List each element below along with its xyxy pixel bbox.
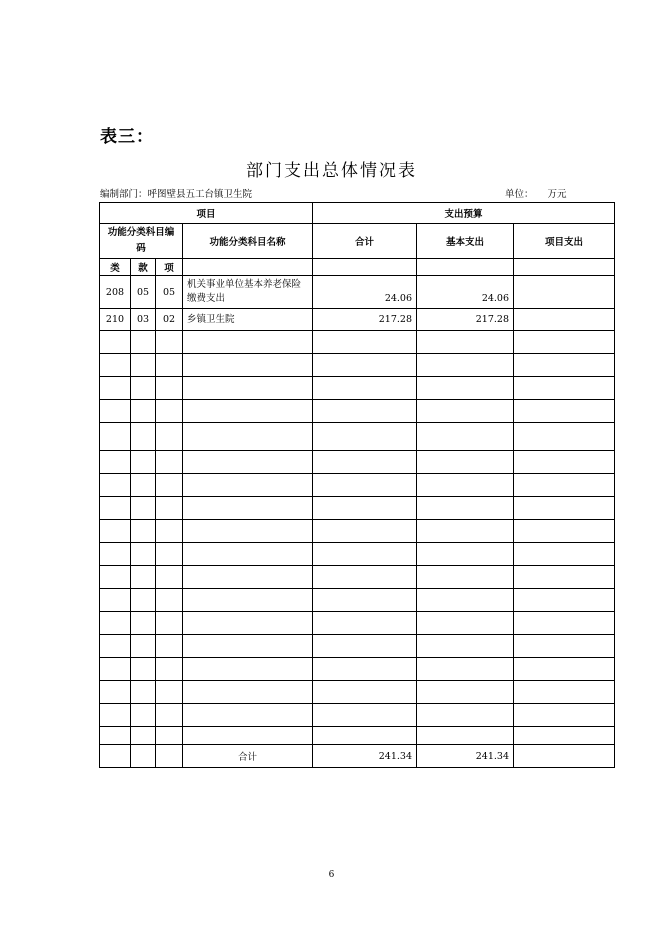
table-row — [100, 309, 615, 331]
empty-row — [100, 331, 615, 354]
empty-row — [100, 635, 615, 658]
row-lei: 210 — [100, 309, 131, 331]
empty-row — [100, 451, 615, 474]
header-xiang: 项 — [156, 259, 183, 276]
department-label: 编制部门：呼图壁县五工台镇卫生院 — [100, 189, 253, 200]
document-label: 表三： — [100, 127, 154, 147]
empty-row — [100, 354, 615, 377]
row-lei: 208 — [100, 276, 131, 309]
page-number: 6 — [328, 870, 335, 880]
expenditure-table — [99, 202, 615, 768]
header-project: 项目支出 — [514, 224, 615, 259]
header-code: 功能分类科目编码 — [100, 224, 183, 259]
header-budget: 支出预算 — [313, 203, 615, 224]
header-basic: 基本支出 — [417, 224, 514, 259]
row-name: 机关事业单位基本养老保险缴费支出 — [183, 276, 313, 309]
sum-total: 241.34 — [313, 745, 417, 768]
header-name: 功能分类科目名称 — [183, 224, 313, 259]
row-kuan: 03 — [131, 309, 156, 331]
row-total: 217.28 — [313, 309, 417, 331]
empty-row — [100, 612, 615, 635]
row-basic: 217.28 — [417, 309, 514, 331]
header-item: 项目 — [100, 203, 313, 224]
sum-row — [100, 745, 615, 768]
header-kuan: 款 — [131, 259, 156, 276]
header-total: 合计 — [313, 224, 417, 259]
sum-label: 合计 — [183, 745, 313, 768]
empty-row — [100, 423, 615, 451]
sum-basic: 241.34 — [417, 745, 514, 768]
unit-label-text: 单位： — [505, 189, 534, 200]
unit-label — [505, 186, 567, 200]
header-lei: 类 — [100, 259, 131, 276]
empty-row — [100, 400, 615, 423]
table-row — [100, 276, 615, 309]
row-total: 24.06 — [313, 276, 417, 309]
empty-row — [100, 681, 615, 704]
empty-row — [100, 589, 615, 612]
row-project — [514, 309, 615, 331]
row-name: 乡镇卫生院 — [183, 309, 313, 331]
sum-project — [514, 745, 615, 768]
row-kuan: 05 — [131, 276, 156, 309]
row-project — [514, 276, 615, 309]
row-xiang: 02 — [156, 309, 183, 331]
empty-row — [100, 497, 615, 520]
unit-value: 万元 — [547, 189, 567, 200]
empty-row — [100, 377, 615, 400]
empty-row — [100, 474, 615, 497]
document-title: 部门支出总体情况表 — [246, 161, 417, 181]
empty-row — [100, 658, 615, 681]
empty-row — [100, 543, 615, 566]
empty-row — [100, 566, 615, 589]
empty-row — [100, 727, 615, 745]
empty-row — [100, 520, 615, 543]
empty-row — [100, 704, 615, 727]
row-xiang: 05 — [156, 276, 183, 309]
row-basic: 24.06 — [417, 276, 514, 309]
